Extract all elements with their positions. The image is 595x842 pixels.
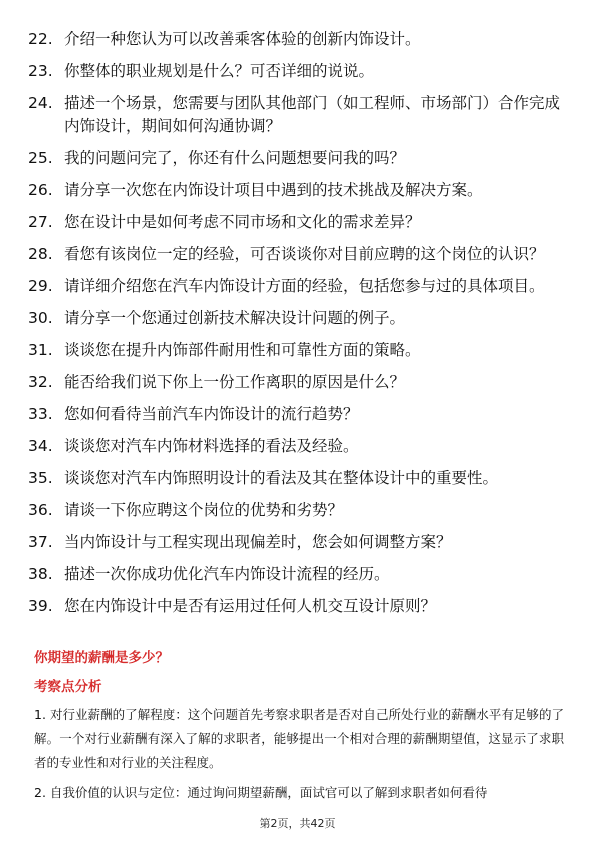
question-item	[28, 531, 573, 554]
question-text: 介绍一种您认为可以改善乘客体验的创新内饰设计。	[64, 30, 421, 48]
question-text: 请分享一次您在内饰设计项目中遇到的技术挑战及解决方案。	[64, 181, 483, 199]
section-heading: 你期望的薪酬是多少？	[34, 650, 169, 666]
analysis-item: 2. 自我价值的认识与定位：通过询问期望薪酬，面试官可以了解到求职者如何看待	[34, 785, 488, 800]
question-text: 我的问题问完了，你还有什么问题想要问我的吗？	[64, 149, 406, 167]
question-number: 31.	[28, 341, 53, 359]
question-text: 当内饰设计与工程实现出现偏差时，您会如何调整方案？	[64, 533, 452, 551]
question-item	[28, 179, 573, 202]
question-item	[28, 92, 573, 138]
question-number: 23.	[28, 62, 53, 80]
analysis-list	[34, 703, 564, 811]
question-item	[28, 563, 573, 586]
question-number: 22.	[28, 30, 53, 48]
question-text: 能否给我们说下你上一份工作离职的原因是什么？	[64, 373, 406, 391]
question-text: 您在内饰设计中是否有运用过任何人机交互设计原则？	[64, 597, 437, 615]
question-number: 29.	[28, 277, 53, 295]
question-number: 27.	[28, 213, 53, 231]
question-text: 你整体的职业规划是什么？可否详细的说说。	[64, 62, 375, 80]
question-list	[28, 28, 573, 627]
question-text: 请谈一下你应聘这个岗位的优势和劣势？	[64, 501, 344, 519]
question-number: 35.	[28, 469, 53, 487]
question-text: 请详细介绍您在汽车内饰设计方面的经验，包括您参与过的具体项目。	[64, 277, 545, 295]
question-text: 谈谈您在提升内饰部件耐用性和可靠性方面的策略。	[64, 341, 421, 359]
question-item	[28, 211, 573, 234]
question-number: 33.	[28, 405, 53, 423]
question-item	[28, 371, 573, 394]
question-text: 谈谈您对汽车内饰照明设计的看法及其在整体设计中的重要性。	[64, 469, 499, 487]
question-text: 您如何看待当前汽车内饰设计的流行趋势？	[64, 405, 359, 423]
question-number: 24.	[28, 94, 53, 112]
question-number: 26.	[28, 181, 53, 199]
page-number: 第2页，共42页	[259, 817, 336, 830]
question-item	[28, 339, 573, 362]
question-item	[28, 243, 573, 266]
question-number: 39.	[28, 597, 53, 615]
question-item	[28, 307, 573, 330]
question-text: 您在设计中是如何考虑不同市场和文化的需求差异？	[64, 213, 421, 231]
question-item	[28, 147, 573, 170]
question-text: 看您有该岗位一定的经验，可否谈谈你对目前应聘的这个岗位的认识？	[64, 245, 545, 263]
question-number: 30.	[28, 309, 53, 327]
question-item	[28, 60, 573, 83]
question-item	[28, 435, 573, 458]
question-text: 谈谈您对汽车内饰材料选择的看法及经验。	[64, 437, 359, 455]
question-text: 描述一次你成功优化汽车内饰设计流程的经历。	[64, 565, 390, 583]
question-number: 32.	[28, 373, 53, 391]
question-number: 36.	[28, 501, 53, 519]
question-text: 描述一个场景，您需要与团队其他部门（如工程师、市场部门）合作完成内饰设计，期间如何沟通协调？	[64, 94, 561, 135]
question-item	[28, 467, 573, 490]
question-item	[28, 403, 573, 426]
question-number: 34.	[28, 437, 53, 455]
question-item	[28, 499, 573, 522]
question-text: 请分享一个您通过创新技术解决设计问题的例子。	[64, 309, 406, 327]
question-number: 25.	[28, 149, 53, 167]
analysis-heading: 考察点分析	[34, 679, 102, 695]
question-item	[28, 28, 573, 51]
question-number: 37.	[28, 533, 53, 551]
analysis-item: 1. 对行业薪酬的了解程度：这个问题首先考察求职者是否对自己所处行业的薪酬水平有足够的了解。一个对行业薪酬有深入了解的求职者，能够提出一个相对合理的薪酬期望值，这显示了求职者的专业性和对行业的关注程度。	[34, 707, 564, 770]
question-item	[28, 275, 573, 298]
question-number: 28.	[28, 245, 53, 263]
question-number: 38.	[28, 565, 53, 583]
question-item	[28, 595, 573, 618]
